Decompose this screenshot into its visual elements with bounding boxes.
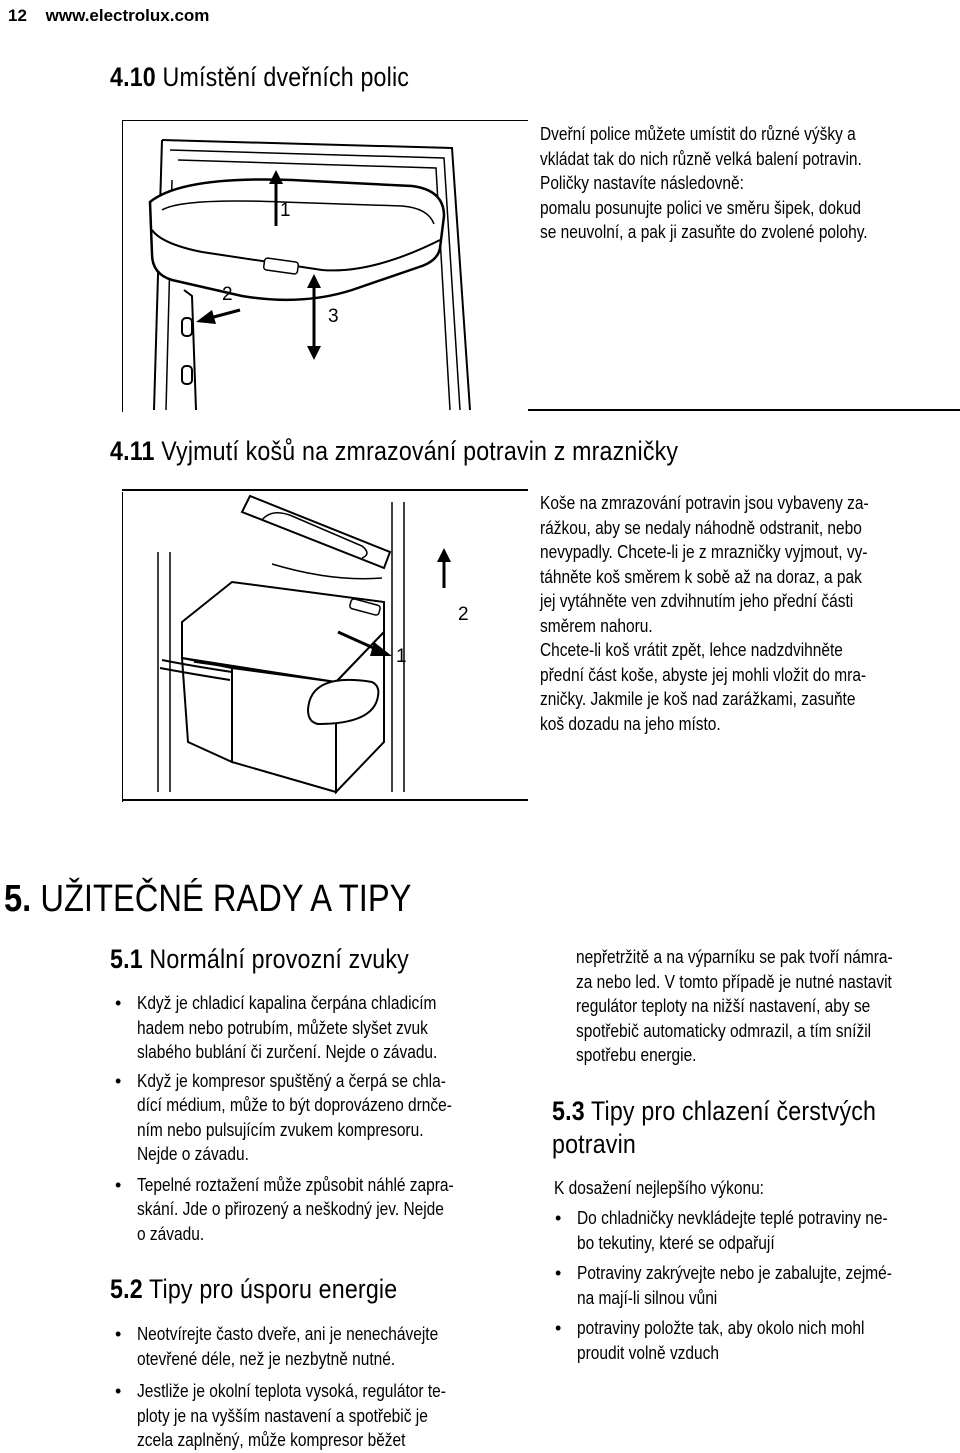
list-item: • potraviny položte tak, aby okolo nich mohl proudit volně vzduch xyxy=(555,1318,865,1363)
bullet: • xyxy=(115,1381,122,1401)
text-line: Dveřní police můžete umístit do různé výšky a xyxy=(540,124,856,144)
list-item: • Neotvírejte často dveře, ani je nenechávejte otevřené déle, než je nezbytně nutné. xyxy=(115,1324,439,1369)
section-5-1-bullets xyxy=(112,991,532,1246)
text-line: pomalu posunujte polici ve směru šipek, dokud xyxy=(540,197,861,218)
bullet: • xyxy=(555,1208,562,1228)
bullet: • xyxy=(115,1174,122,1195)
bullet: • xyxy=(115,1324,122,1344)
section-number: 5.1 xyxy=(110,944,143,974)
section-4-11-text xyxy=(540,491,869,736)
section-4-10-title xyxy=(110,62,409,93)
fig-label: 2 xyxy=(458,604,469,625)
fig-label: 1 xyxy=(396,646,407,667)
text-line: spotřebič automaticky odmrazil, a tím snížil xyxy=(576,1020,872,1041)
text-line: jej vytáhněte ven zdvihnutím jeho přední části xyxy=(540,591,854,611)
page-header xyxy=(8,6,209,26)
fig-label: 2 xyxy=(222,284,233,305)
list-item: • Do chladničky nevkládejte teplé potraviny ne- bo tekutiny, které se odpařují xyxy=(555,1208,888,1253)
section-5-3-intro xyxy=(554,1176,764,1201)
bullet: • xyxy=(555,1263,562,1283)
list-item: • Tepelné roztažení může způsobit náhlé zapra- skání. Jde o přirozený a neškodný jev. Nejde o závadu. xyxy=(115,1174,454,1244)
chapter-5-title xyxy=(4,878,411,921)
divider xyxy=(122,489,528,491)
section-4-10-text xyxy=(540,122,868,245)
section-5-1-title xyxy=(110,944,409,975)
list-item: • Když je chladicí kapalina čerpána chladicím hadem nebo potrubím, můžete slyšet zvuk slabého bublání či zurčení. Nejde o závadu. xyxy=(115,993,438,1062)
text-line: Chcete-li koš vrátit zpět, lehce nadzdvihněte xyxy=(540,640,843,660)
fig-label: 3 xyxy=(328,306,339,327)
text-line: nevypadly. Chcete-li je z mrazničky vyjmout, vy- xyxy=(540,542,868,562)
section-5-2-continuation xyxy=(576,945,893,1068)
bullet: • xyxy=(555,1318,562,1338)
section-number: 5.2 xyxy=(110,1274,143,1304)
chapter-title-text: UŽITEČNÉ RADY A TIPY xyxy=(40,878,412,920)
text-line: spotřebu energie. xyxy=(576,1045,697,1065)
section-title-text: Tipy pro úsporu energie xyxy=(149,1274,398,1304)
section-4-11-title xyxy=(110,436,678,467)
bullet: • xyxy=(115,1070,122,1091)
section-5-2-title xyxy=(110,1274,397,1305)
list-item: • Potraviny zakrývejte nebo je zabalujte, zejmé- na mají-li silnou vůni xyxy=(555,1263,892,1308)
door-shelf-figure xyxy=(122,120,528,412)
section-title-text: Umístění dveřních polic xyxy=(162,62,410,92)
list-item: • Jestliže je okolní teplota vysoká, regulátor te- ploty je na vyšším nastavení a spotřebič je zcela zaplněný, může kompresor běžet xyxy=(115,1381,446,1450)
text-line: regulátor teploty na nižší nastavení, aby se xyxy=(576,996,871,1016)
bullet: • xyxy=(115,993,122,1013)
text-line: rážkou, aby se nedaly náhodně odstranit, nebo xyxy=(540,517,862,538)
text-line: K dosažení nejlepšího výkonu: xyxy=(554,1178,764,1198)
section-number: 4.11 xyxy=(110,436,155,466)
section-title-text: potravin xyxy=(552,1129,636,1159)
divider xyxy=(528,409,960,411)
text-line: směrem nahoru. xyxy=(540,615,653,636)
text-line: vkládat tak do nich různě velká balení potravin. xyxy=(540,148,862,169)
site-url: www.electrolux.com xyxy=(45,6,210,25)
section-title-text: Normální provozní zvuky xyxy=(149,944,409,974)
text-line: Koše na zmrazování potravin jsou vybaveny za- xyxy=(540,493,869,513)
section-5-2-bullets xyxy=(112,1322,532,1453)
section-5-3-title xyxy=(552,1095,876,1161)
text-line: zničky. Jakmile je koš nad zarážkami, zasuňte xyxy=(540,689,856,709)
section-5-3-bullets xyxy=(552,1206,952,1365)
chapter-number: 5. xyxy=(4,878,32,920)
text-line: přední část koše, abyste jej mohli vložit do mra- xyxy=(540,664,867,685)
freezer-basket-figure xyxy=(122,492,528,802)
list-item: • Když je kompresor spuštěný a čerpá se chla- dící médium, může to být doprovázeno drnče- ním nebo pulsujícím zvukem kompresoru. Nejde o závadu. xyxy=(115,1070,452,1164)
fig-label: 1 xyxy=(280,200,291,221)
text-line: za nebo led. V tomto případě je nutné nastavit xyxy=(576,971,892,992)
section-title-text: Vyjmutí košů na zmrazování potravin z mrazničky xyxy=(161,436,679,466)
text-line: nepřetržitě a na výparníku se pak tvoří námra- xyxy=(576,947,893,967)
section-number: 4.10 xyxy=(110,62,156,92)
text-line: koš dozadu na jeho místo. xyxy=(540,713,721,734)
section-title-text: Tipy pro chlazení čerstvých xyxy=(591,1096,877,1126)
text-line: táhněte koš směrem k sobě až na doraz, a pak xyxy=(540,566,862,587)
page-number: 12 xyxy=(8,6,27,25)
text-line: se neuvolní, a pak ji zasuňte do zvolené polohy. xyxy=(540,222,868,242)
section-number: 5.3 xyxy=(552,1096,585,1126)
text-line: Poličky nastavíte následovně: xyxy=(540,173,744,193)
